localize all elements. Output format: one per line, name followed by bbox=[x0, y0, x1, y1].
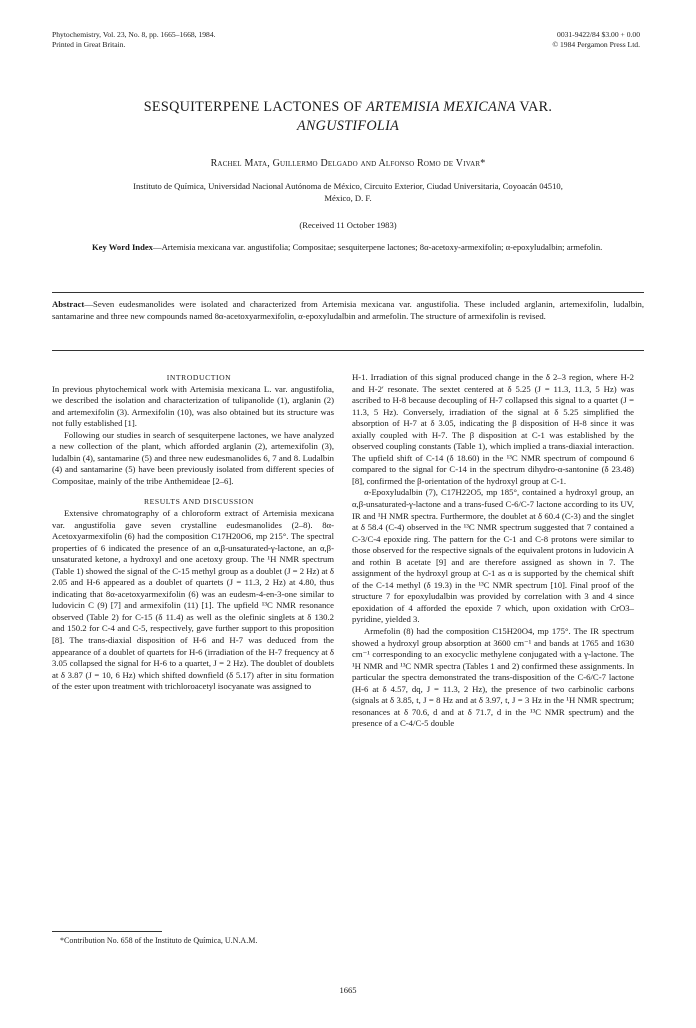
page-number: 1665 bbox=[339, 985, 357, 995]
abstract-text: —Seven eudesmanolides were isolated and characterized from Artemisia mexicana var. angustifolia. These included arglanin, artemexifolin, ludalbin, santamarine and three new compounds named 8α-acetoxyarmexifolin, α-epoxyludalbin and armefolin. The structure of armexifolin is revised. bbox=[52, 299, 644, 321]
keyword-index bbox=[92, 241, 622, 253]
journal-citation: Phytochemistry, Vol. 23, No. 8, pp. 1665–1668, 1984. bbox=[52, 30, 216, 39]
running-header-right bbox=[552, 30, 640, 50]
received-date: (Received 11 October 1983) bbox=[299, 220, 397, 230]
results-paragraph-1-continued: H-1. Irradiation of this signal produced change in the δ 2–3 region, where H-2 and H-2′ resonate. The sextet centered at δ 5.25 (J = 11.3, 11.3, 5 Hz) was ascribed to H-8 because decoupling of H-7 collapsed this signal to a quartet (J = 11.3, 5 Hz). Conversely, irradiation of the signal at δ 5.25 simplified the absorption of H-7 at δ 3.05, indicating the β disposition of H-8 since it was axially coupled with H-7. The β disposition at C-1 was established by the observed coupling constants (Table 1), which implied a trans-diaxial interaction. The upfield shift of C-14 (δ 18.60) in the ¹³C NMR spectrum of compound 6 compared to the signal for C-14 in the spectrum dihydro-α-santonine (δ 23.48) [8], confirmed the β-orientation of the hydroxyl group at C-1. bbox=[352, 372, 634, 486]
keyword-label: Key Word Index bbox=[92, 242, 153, 252]
title-part-b: ARTEMISIA MEXICANA bbox=[366, 99, 516, 115]
footnote: *Contribution No. 658 of the Instituto de Química, U.N.A.M. bbox=[60, 936, 258, 945]
keyword-text: —Artemisia mexicana var. angustifolia; Compositae; sesquiterpene lactones; 8α-acetoxy-armexifolin; α-epoxyludalbin; armefolin. bbox=[152, 242, 603, 252]
journal-code: 0031-9422/84 $3.00 + 0.00 bbox=[557, 30, 640, 39]
introduction-heading: INTRODUCTION bbox=[166, 373, 232, 382]
left-column bbox=[52, 372, 334, 693]
abstract-label: Abstract bbox=[52, 299, 85, 309]
title-part-c: VAR. bbox=[515, 99, 553, 115]
intro-paragraph-1: In previous phytochemical work with Artemisia mexicana L. var. angustifolia, we described the isolation and characterization of tulipanolide (1), arglanin (2) and artemexifolin (3). Armexifolin (10), was also obtained but its structure was not fully established [1]. bbox=[52, 383, 334, 429]
title-part-a: SESQUITERPENE LACTONES OF bbox=[143, 99, 367, 115]
abstract bbox=[52, 298, 644, 322]
results-paragraph-3: Armefolin (8) had the composition C15H20O4, mp 175°. The IR spectrum showed a hydroxyl group absorption at 3600 cm⁻¹ and bands at 1765 and 1630 cm⁻¹ corresponding to an exocyclic methylene conjugated with a γ-lactone. The ¹H NMR and ¹³C NMR spectra (Tables 1 and 2) confirmed these assignments. In particular the spectra demonstrated the trans-disposition of the C-6/C-7 lactone (H-6 at δ 4.57, dq, J = 11.3, 2 Hz), the presence of two carbinolic carbons (signals at δ 3.85, t, J = 8 Hz and at δ 3.97, t, J = 3 Hz in the ¹H NMR spectrum; resonances at δ 70.6, d and at δ 71.7, d in the ¹³C NMR spectrum) and the presence of a C-4/C-5 double bbox=[352, 626, 634, 729]
title-line-2: ANGUSTIFOLIA bbox=[296, 118, 400, 134]
results-paragraph-1: Extensive chromatography of a chloroform extract of Artemisia mexicana var. angustifolia gave seven crystalline eudesmanolides (2–8). 8α-Acetoxyarmexifolin (6) had the composition C17H20O6, mp 215°. The spectral properties of 6 indicated the presence of an α,β-unsaturated-γ-lactone, an α,β-unsaturated ketone, a hydroxyl and one acetoxy group. The ¹H NMR spectrum (Table 1) showed the signal of the C-15 methyl group as a doublet (J = 2 Hz) at δ 2.05 and H-6 appeared as a doublet of quartets (J = 11.3, 2 Hz) at 4.80, thus indicating that 8α-acetoxyarmexifolin (6) was an eudesm-4-en-3-one similar to ludovicin C (9) [7] and armexifolin (11) [1]. The upfield ¹³C NMR resonance observed (Table 2) for C-15 (δ 11.4) as well as the olefinic singlets at δ 130.2 and 150.2 for C-4 and C-5, respectively, gave further support to this proposition [8]. The trans-diaxial disposition of H-6 and H-7 was deduced from the appearance of a doublet of quartets for H-6 (irradiation of the H-7 frequency at δ 3.05 collapsed the signal for H-6 to a quartet, J = 2 Hz). The doublet of doublets at δ 3.87 (J = 10, 6 Hz) which shifted downfield (δ 5.17) after in situ formation of the ester upon treatment with trichloroacetyl isocyanate was assigned to bbox=[52, 508, 334, 692]
copyright-line: © 1984 Pergamon Press Ltd. bbox=[552, 40, 640, 49]
printed-location: Printed in Great Britain. bbox=[52, 40, 126, 49]
results-heading: RESULTS AND DISCUSSION bbox=[144, 497, 254, 507]
author-list: Rachel Mata, Guillermo Delgado and Alfonso Romo de Vivar* bbox=[210, 158, 486, 169]
running-header-left bbox=[52, 30, 216, 50]
right-column bbox=[352, 372, 634, 730]
affiliation-line-1: Instituto de Química, Universidad Nacional Autónoma de México, Circuito Exterior, Ciudad Universitaria, Coyoacán 04510, bbox=[133, 181, 563, 191]
abstract-bottom-rule bbox=[52, 350, 644, 351]
article-title bbox=[60, 98, 636, 136]
footnote-rule bbox=[52, 931, 162, 932]
results-paragraph-2: α-Epoxyludalbin (7), C17H22O5, mp 185°, contained a hydroxyl group, an α,β-unsaturated-γ-lactone and a trans-fused C-6/C-7 lactone according to its UV, IR and ¹H NMR spectra. Furthermore, the doublet at δ 60.4 (C-3) and the singlet at δ 58.4 (C-4) observed in the ¹³C NMR spectrum suggested that 7 contained a C-3/C-4 epoxide ring. The pattern for the C-1 and C-8 protons were similar to those observed for the respective signals of the equivalent protons in ludovicin A and rothin B acetate [9] and are therefore assigned as shown in 7. The assignment of the hydroxyl group at C-1 as α is supported by the chemical shift of the C-14 methyl (δ 19.3) in the ¹³C NMR spectrum [10]. Final proof of the structure 7 for epoxyludalbin was provided by correlation with 3 and 4 since epoxidation of 4 afforded the epoxide 7 which, upon oxidation with CrO3–pyridine, yielded 3. bbox=[352, 487, 634, 625]
affiliation bbox=[40, 180, 656, 204]
affiliation-line-2: México, D. F. bbox=[324, 193, 372, 203]
abstract-top-rule bbox=[52, 292, 644, 293]
intro-paragraph-2: Following our studies in search of sesquiterpene lactones, we have analyzed a new collection of the plant, which afforded arglanin (2), artemexifolin (3), ludalbin (4), santamarine (5) and three new eudesmanolides 6, 7 and 8. Ludalbin (4) and santamarine (5) have been previously isolated from different species of Compositae, mainly of the tribe Anthemideae [2–6]. bbox=[52, 429, 334, 486]
